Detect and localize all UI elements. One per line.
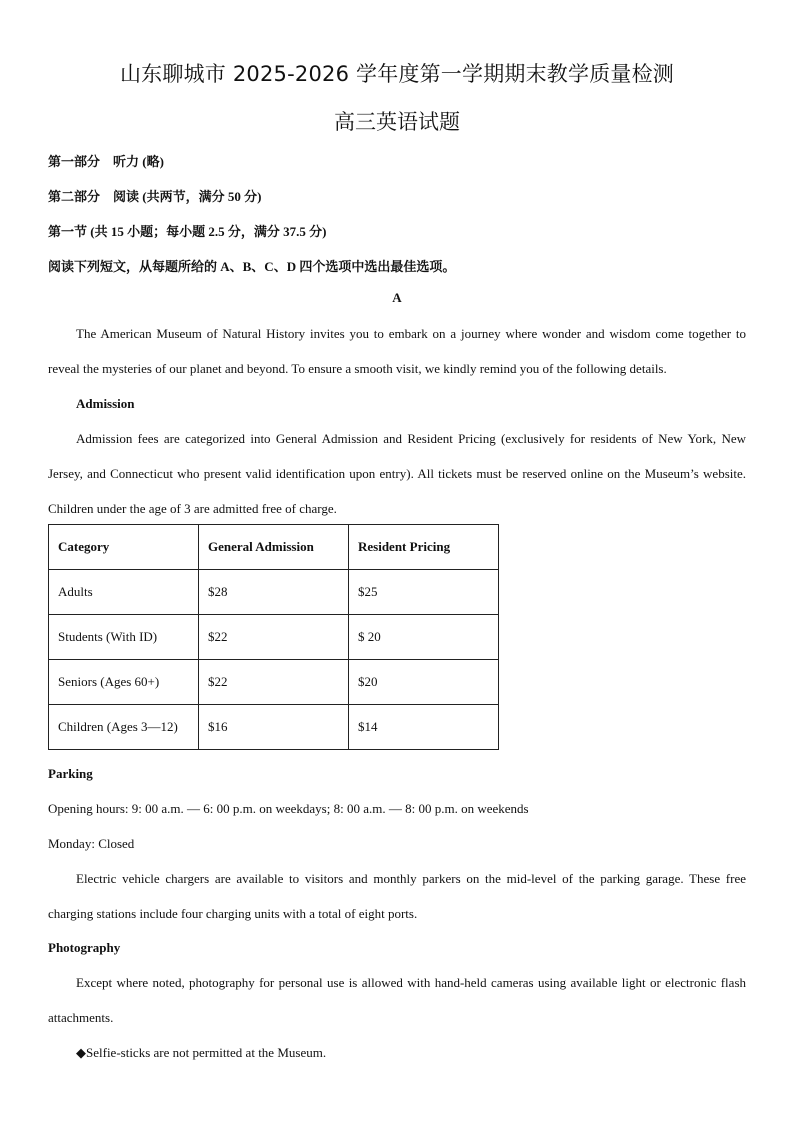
table-row — [49, 615, 499, 660]
parking-closed: Monday: Closed — [48, 836, 135, 851]
admission-fee-table — [48, 524, 499, 750]
table-cell: $ 20 — [349, 615, 499, 660]
passage-label: A — [392, 290, 402, 305]
table-cell: Students (With ID) — [49, 615, 199, 660]
table-cell: Seniors (Ages 60+) — [49, 660, 199, 705]
selfie-stick-rule: ◆Selfie-sticks are not permitted at the Museum. — [76, 1045, 327, 1060]
admission-paragraph: Admission fees are categorized into General Admission and Resident Pricing (exclusively for residents of New York, New Jersey, and Connecticut who present valid identification upon entry). All tickets must be reserved online on the Museum’s website. Children under the age of 3 are admitted free of charge. — [48, 431, 746, 516]
parking-heading: Parking — [48, 766, 93, 781]
table-cell: $25 — [349, 570, 499, 615]
photography-paragraph: Except where noted, photography for personal use is allowed with hand-held cameras using available light or electronic flash attachments. — [48, 975, 746, 1025]
table-cell: $14 — [349, 705, 499, 750]
parking-hours: Opening hours: 9: 00 a.m. — 6: 00 p.m. on weekdays; 8: 00 a.m. — 8: 00 p.m. on weekends — [48, 801, 529, 816]
admission-heading: Admission — [76, 396, 135, 411]
table-cell: $16 — [199, 705, 349, 750]
exam-subtitle: 高三英语试题 — [334, 110, 460, 134]
section1-heading: 第一节 (共 15 小题；每小题 2.5 分，满分 37.5 分) — [48, 224, 327, 239]
table-header-row — [49, 525, 499, 570]
table-cell: $20 — [349, 660, 499, 705]
exam-title: 山东聊城市 2025-2026 学年度第一学期期末教学质量检测 — [119, 62, 674, 86]
table-header-cell: Resident Pricing — [349, 525, 499, 570]
table-cell: $28 — [199, 570, 349, 615]
table-row — [49, 660, 499, 705]
table-header-cell: Category — [49, 525, 199, 570]
table-cell: $22 — [199, 615, 349, 660]
table-cell: $22 — [199, 660, 349, 705]
instruction-text: 阅读下列短文，从每题所给的 A、B、C、D 四个选项中选出最佳选项。 — [48, 259, 456, 274]
part1-heading: 第一部分 听力 (略) — [48, 154, 164, 169]
table-cell: Children (Ages 3—12) — [49, 705, 199, 750]
part2-heading: 第二部分 阅读 (共两节，满分 50 分) — [48, 189, 262, 204]
photography-heading: Photography — [48, 940, 121, 955]
table-row — [49, 570, 499, 615]
table-header-cell: General Admission — [199, 525, 349, 570]
intro-paragraph: The American Museum of Natural History invites you to embark on a journey where wonder and wisdom come together to reveal the mysteries of our planet and beyond. To ensure a smooth visit, we kindly remind you of the following details. — [48, 326, 746, 376]
table-row — [49, 705, 499, 750]
parking-paragraph: Electric vehicle chargers are available to visitors and monthly parkers on the mid-level of the parking garage. These free charging stations include four charging units with a total of eight ports. — [48, 871, 746, 921]
table-cell: Adults — [49, 570, 199, 615]
